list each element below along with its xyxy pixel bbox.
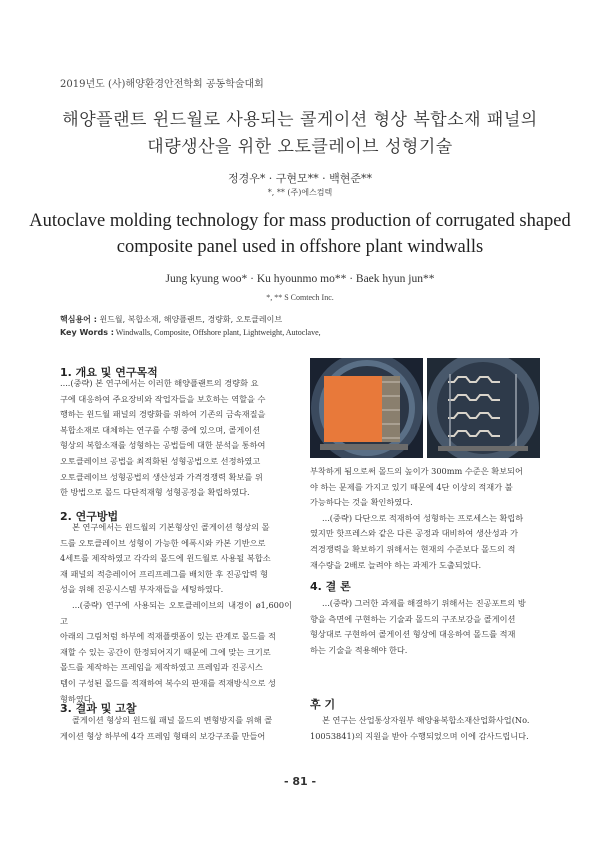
text-line: 10053841)의 지원을 받아 수행되었으며 이에 감사드립니다.: [310, 730, 529, 741]
text-line: 복합소재로 대체하는 연구를 수행 중에 있으며, 콜게이션: [60, 424, 261, 435]
text-line: 오토클레이브 공법을 최적화된 성형공법으로 선정하였고: [60, 455, 261, 466]
text-line: 형상대로 구현하여 콜게이션 형상에 대응하여 몰드를 적재: [310, 629, 516, 640]
results-continued: [310, 464, 542, 573]
text-line: 아래의 그림처럼 하부에 적재플랫폼이 있는 관계로 몰드를 적: [60, 631, 276, 642]
text-line: ...(중략) 다단으로 적재하여 성형하는 프로세스는 확립하: [322, 512, 524, 523]
korean-authors: 정경우* · 구현모** · 백현준**: [227, 172, 373, 185]
korean-title-line2: 대량생산을 위한 오토클레이브 성형기술: [147, 137, 453, 157]
text-line: 향을 측면에 구현하는 기술과 몰드의 구조보강을 콜게이션: [310, 613, 516, 624]
english-title-line2: composite panel used in offshore plant windwalls: [116, 237, 484, 257]
text-line: ...(중략) 그러한 과제를 해결하기 위해서는 진공포트의 방: [322, 598, 526, 608]
text-line: 였지만 핫프레스와 같은 다른 공정과 대비하여 생산성과 가: [310, 528, 519, 539]
keywords-english-label: Key Words :: [60, 328, 114, 337]
english-authors: Jung kyung woo* · Ku hyounmo mo** · Baek hyun jun**: [165, 273, 435, 285]
text-line: 형하였다.: [60, 693, 95, 704]
text-line: ....(중략) 본 연구에서는 이러한 해양플랜트의 경량화 요: [60, 378, 259, 388]
text-line: 몰드를 제작하는 프레임을 제작하였고 프레임과 진공시스: [60, 662, 263, 673]
keywords-korean: [60, 314, 282, 325]
text-line: 템이 구성된 몰드를 적재하여 복수의 판재를 적재방식으로 성: [60, 677, 276, 688]
text-line: 성을 위해 진공시스템 부자재들을 세팅하였다.: [60, 584, 224, 595]
text-line: 본 연구에서는 윈드월의 기본형상인 콜게이션 형상의 몰: [72, 522, 270, 532]
korean-affiliation: *, ** (주)에스컴텍: [267, 188, 333, 197]
conference-header: 2019년도 (사)해양환경안전학회 공동학술대회: [60, 79, 264, 90]
page-number: - 81 -: [283, 775, 317, 788]
text-line: 본 연구는 산업통상자원부 해양융복합소재산업화사업(No.: [322, 715, 530, 725]
keywords-korean-text: 윈드월, 복합소재, 해양플랜트, 경량화, 오토클레이브: [99, 315, 283, 324]
text-line: 행하는 윈드월 패널의 경량화를 위하여 기존의 금속재질을: [60, 409, 266, 420]
section-body-acknowledgement: [310, 713, 542, 744]
autoclave-photos: [310, 358, 540, 458]
text-line: 형상의 복합소재를 성형하는 공법들에 대한 분석을 통하여: [60, 440, 266, 451]
text-line: 게이션 형상 하부에 4각 프레임 형태의 보강구조를 만들어: [60, 730, 266, 741]
english-title-line1: Autoclave molding technology for mass production of corrugated shaped: [29, 211, 571, 231]
text-line: 야 하는 문제를 가지고 있기 때문에 4단 이상의 적재가 불: [310, 481, 513, 492]
orange-panel: [324, 376, 382, 442]
section-heading-results: 3. 결과 및 고찰: [60, 702, 137, 715]
text-line: 격경쟁력을 확보하기 위해서는 현재의 수준보다 몰드의 적: [310, 543, 516, 554]
text-line: 4세트를 제작하였고 각각의 몰드에 윈드월로 사용될 복합소: [60, 553, 271, 564]
text-line: ...(중략) 연구에 사용되는 오토클레이브의 내경이 ø1,600이고: [60, 599, 292, 626]
keywords-korean-label: 핵심용어 :: [60, 315, 97, 324]
text-line: 한 방법으로 몰드 다단적재형 성형공정을 확립하였다.: [60, 487, 250, 498]
section-heading-conclusion: 4. 결 론: [310, 580, 351, 593]
text-line: 가능하다는 것을 확인하였다.: [310, 497, 413, 508]
text-line: 콜게이션 형상의 윈드월 패널 몰드의 변형방지를 위해 콜: [72, 715, 273, 725]
text-line: 하는 기술을 적용해야 한다.: [310, 644, 408, 655]
section-heading-acknowledgement: 후 기: [310, 698, 336, 711]
section-body-overview: [60, 376, 292, 501]
korean-title-line1: 해양플랜트 윈드월로 사용되는 콜게이션 형상 복합소재 패널의: [62, 110, 538, 130]
text-line: 재수량을 2배로 늘려야 하는 과제가 도출되었다.: [310, 559, 482, 570]
text-line: 구에 대응하여 주요장비와 작업자들을 보호하는 역할을 수: [60, 393, 266, 404]
text-line: 오토클레이브 성형공법의 생산성과 가격경쟁력 확보를 위: [60, 471, 263, 482]
text-line: 드를 오토클레이브 성형이 가능한 에폭시와 카본 기반으로: [60, 537, 266, 548]
keywords-english-text: Windwalls, Composite, Offshore plant, Lightweight, Autoclave,: [115, 328, 321, 337]
section-body-conclusion: [310, 596, 542, 658]
keywords-english: [60, 328, 321, 337]
section-heading-method: 2. 연구방법: [60, 510, 119, 523]
section-body-results: [60, 713, 292, 744]
section-body-method: [60, 520, 292, 707]
text-line: 재 패널의 적층레이어 프리프레그를 배치한 후 진공압력 형: [60, 568, 269, 579]
text-line: 재할 수 있는 공간이 한정되어지기 때문에 그에 맞는 크기로: [60, 646, 271, 657]
section-heading-overview: 1. 개요 및 연구목적: [60, 366, 158, 379]
text-line: 부착하게 됨으로써 몰드의 높이가 300mm 수준은 확보되어: [310, 466, 523, 476]
english-affiliation: *, ** S Comtech Inc.: [266, 293, 334, 302]
